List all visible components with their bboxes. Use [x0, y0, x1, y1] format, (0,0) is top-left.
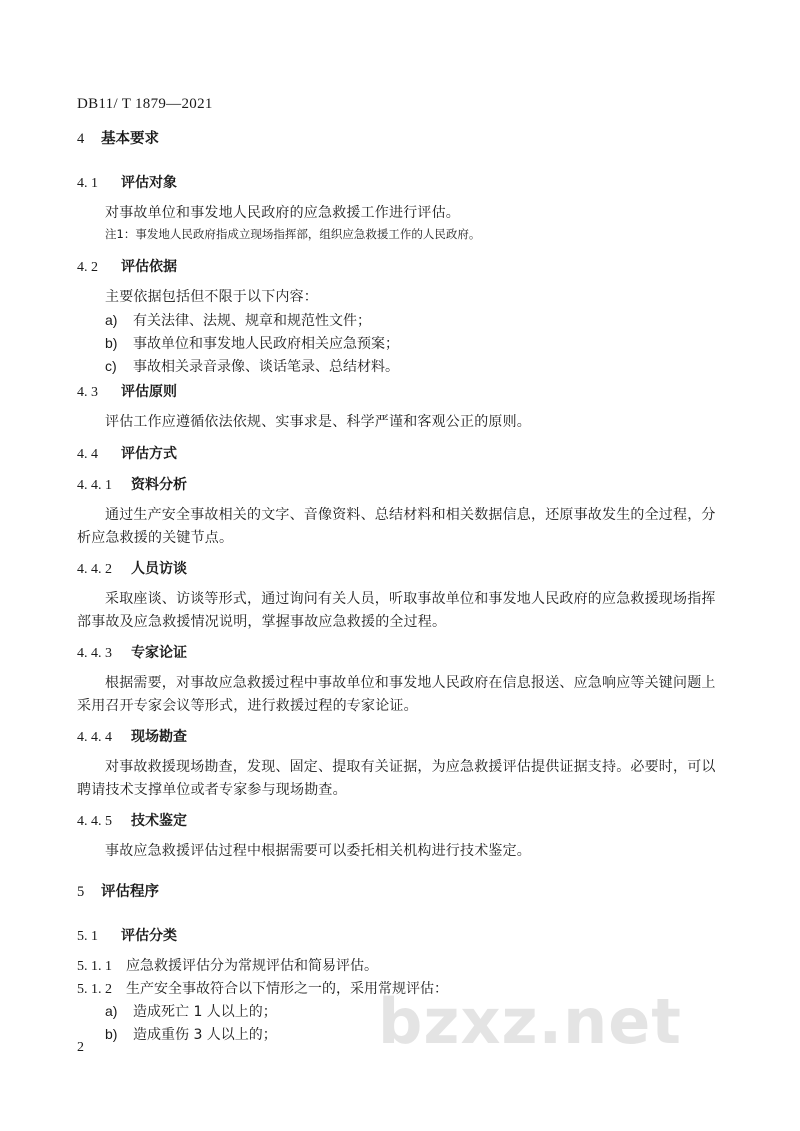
section-title: 评估程序	[101, 884, 159, 900]
paragraph-line: 通过生产安全事故相关的文字、音像资料、总结材料和相关数据信息，还原事故发生的全过程，分	[105, 507, 716, 523]
clause-number: 5. 1. 2	[77, 982, 112, 997]
clause-heading	[77, 810, 187, 830]
document-header-id: DB11/ T 1879—2021	[77, 96, 213, 112]
list-item	[105, 1001, 277, 1021]
paragraph-line: 事故应急救援评估过程中根据需要可以委托相关机构进行技术鉴定。	[105, 843, 531, 859]
subsection-heading	[77, 443, 177, 463]
subsection-heading	[77, 381, 177, 401]
subsection-title: 评估对象	[121, 175, 177, 191]
paragraph: 主要依据包括但不限于以下内容：	[105, 289, 318, 305]
clause-title: 现场勘查	[131, 729, 187, 745]
clause-text: 应急救援评估分为常规评估和简易评估。	[126, 958, 378, 974]
clause-number: 4. 4. 2	[77, 562, 112, 577]
paragraph: 评估工作应遵循依法依规、实事求是、科学严谨和客观公正的原则。	[105, 414, 531, 430]
paragraph: 对事故单位和事发地人民政府的应急救援工作进行评估。	[105, 205, 460, 221]
section-number: 4	[77, 131, 85, 147]
subsection-heading	[77, 256, 177, 276]
paragraph-line: 部事故及应急救援情况说明，掌握事故应急救援的全过程。	[77, 614, 447, 630]
list-text: 事故单位和事发地人民政府相关应急预案；	[133, 336, 399, 352]
clause-heading	[77, 726, 187, 746]
section-heading	[77, 880, 159, 901]
list-item	[105, 333, 399, 353]
subsection-number: 4. 3	[77, 385, 98, 400]
list-marker: c)	[105, 358, 117, 374]
clause-text: 生产安全事故符合以下情形之一的，采用常规评估：	[126, 981, 448, 997]
note: 注1：事发地人民政府指成立现场指挥部，组织应急救援工作的人民政府。	[105, 227, 481, 241]
subsection-number: 4. 1	[77, 176, 98, 191]
paragraph-line: 采取座谈、访谈等形式，通过询问有关人员，听取事故单位和事发地人民政府的应急救援现场指挥	[105, 591, 716, 607]
section-title: 基本要求	[101, 131, 159, 147]
paragraph-line: 根据需要，对事故应急救援过程中事故单位和事发地人民政府在信息报送、应急响应等关键问题上	[105, 675, 716, 691]
clause-number: 5. 1. 1	[77, 959, 112, 974]
subsection-number: 5. 1	[77, 929, 98, 944]
clause-number: 4. 4. 4	[77, 730, 112, 745]
clause-number: 4. 4. 5	[77, 814, 112, 829]
list-item	[105, 356, 399, 376]
list-item	[105, 1024, 277, 1044]
watermark: bzxz.net	[378, 985, 682, 1058]
subsection-heading	[77, 925, 177, 945]
clause-title: 专家论证	[131, 645, 187, 661]
list-text: 造成死亡 1 人以上的；	[133, 1004, 277, 1020]
list-text: 有关法律、法规、规章和规范性文件；	[133, 313, 371, 329]
list-text: 事故相关录音录像、谈话笔录、总结材料。	[133, 359, 399, 375]
clause-title: 人员访谈	[131, 561, 187, 577]
list-marker: a)	[105, 1003, 118, 1019]
clause-title: 资料分析	[131, 477, 187, 493]
subsection-title: 评估原则	[121, 384, 177, 400]
paragraph-line: 采用召开专家会议等形式，进行救援过程的专家论证。	[77, 698, 418, 714]
section-number: 5	[77, 884, 85, 900]
subsection-number: 4. 2	[77, 260, 98, 275]
subsection-title: 评估方式	[121, 446, 177, 462]
list-marker: b)	[105, 1026, 118, 1042]
subsection-number: 4. 4	[77, 447, 98, 462]
clause-heading	[77, 474, 187, 494]
clause-number: 4. 4. 1	[77, 478, 112, 493]
subsection-title: 评估分类	[121, 928, 177, 944]
list-marker: b)	[105, 335, 118, 351]
clause-line	[77, 955, 378, 975]
list-marker: a)	[105, 312, 118, 328]
paragraph-line: 析应急救援的关键节点。	[77, 530, 234, 546]
paragraph-line: 对事故救援现场勘查，发现、固定、提取有关证据，为应急救援评估提供证据支持。必要时，可以	[105, 759, 716, 775]
clause-number: 4. 4. 3	[77, 646, 112, 661]
paragraph-line: 聘请技术支撑单位或者专家参与现场勘查。	[77, 782, 347, 798]
clause-title: 技术鉴定	[131, 813, 187, 829]
section-heading	[77, 127, 159, 148]
page-number: 2	[77, 1040, 84, 1055]
subsection-heading	[77, 172, 177, 192]
list-item	[105, 310, 371, 330]
clause-heading	[77, 642, 187, 662]
subsection-title: 评估依据	[121, 259, 177, 275]
list-text: 造成重伤 3 人以上的；	[133, 1027, 277, 1043]
clause-heading	[77, 558, 187, 578]
